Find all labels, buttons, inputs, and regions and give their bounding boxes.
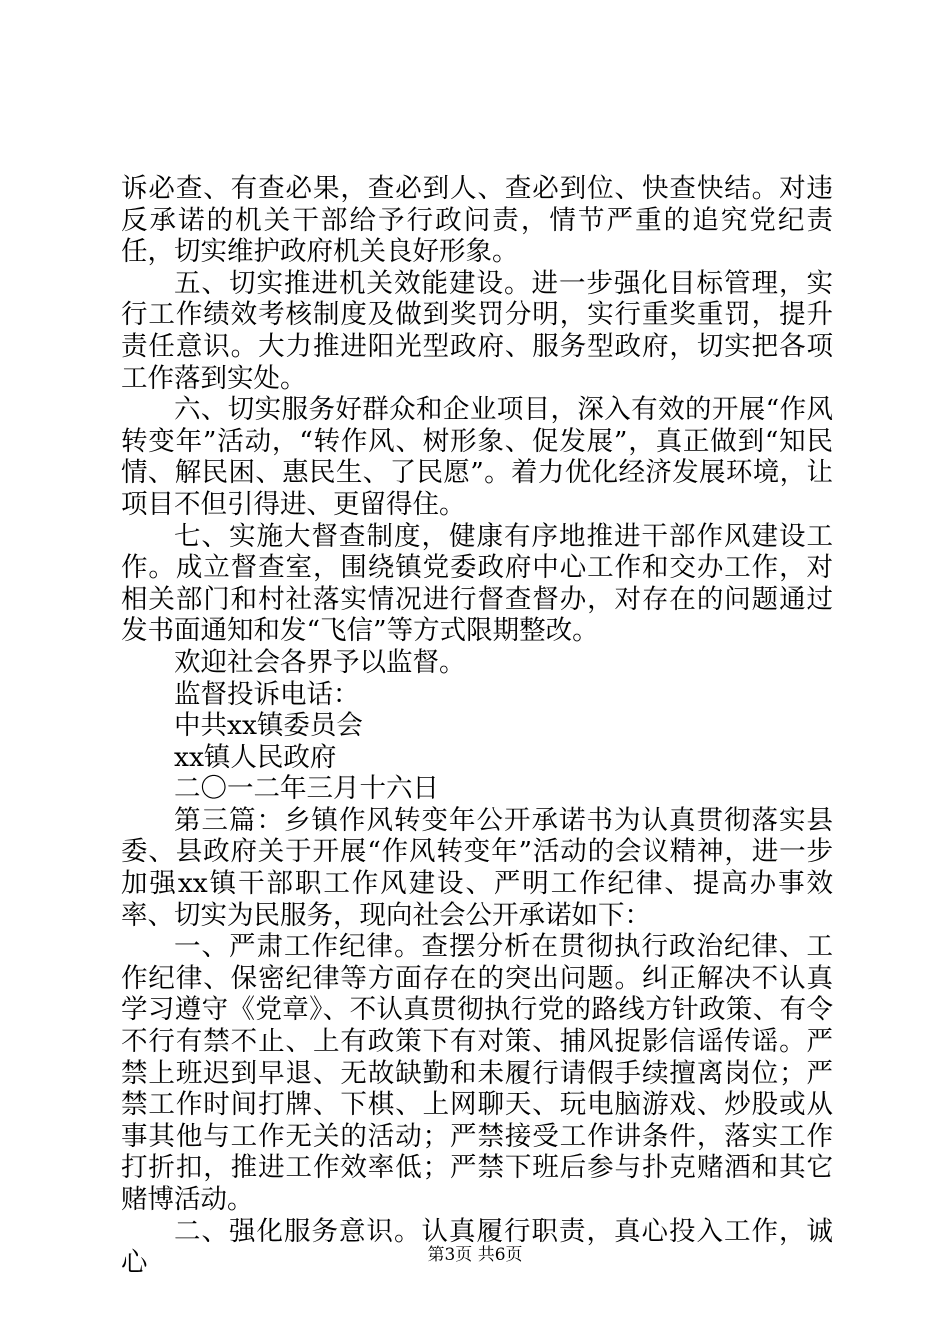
paragraph-item-5: 五、切实推进机关效能建设。进一步强化目标管理，实行工作绩效考核制度及做到奖罚分明，实行重奖重罚，提升责任意识。大力推进阳光型政府、服务型政府，切实把各项工作落到实处。	[121, 267, 833, 394]
paragraph-item-2: 二、强化服务意识。认真履行职责，真心投入工作，诚心	[121, 1215, 833, 1279]
paragraph-item-6: 六、切实服务好群众和企业项目，深入有效的开展“作风转变年”活动，“转作风、树形象、促发展”，真正做到“知民情、解民困、惠民生、了民愿”。着力优化经济发展环境，让项目不但引得进、更留得住。	[121, 394, 833, 520]
signature-government: xx镇人民政府	[174, 741, 337, 773]
paragraph-item-1: 一、严肃工作纪律。查摆分析在贯彻执行政治纪律、工作纪律、保密纪律等方面存在的突出问题。纠正解决不认真学习遵守《党章》、不认真贯彻执行党的路线方针政策、有令不行有禁不止、上有政策下有对策、捕风捉影信谣传谣。严禁上班迟到早退、无故缺勤和未履行请假手续擅离岗位；严禁工作时间打牌、下棋、上网聊天、玩电脑游戏、炒股或从事其他与工作无关的活动；严禁接受工作讲条件，落实工作打折扣，推进工作效率低；严禁下班后参与扑克赌酒和其它赌博活动。	[121, 931, 833, 1215]
document-body	[121, 173, 833, 1279]
page-number: 第3页 共6页	[427, 1245, 523, 1265]
paragraph-welcome: 欢迎社会各界予以监督。	[174, 646, 466, 678]
signature-date: 二〇一二年三月十六日	[174, 773, 439, 805]
signature-party-committee: 中共xx镇委员会	[174, 710, 363, 742]
paragraph-continued: 诉必查、有查必果，查必到人、查必到位、快查快结。对违反承诺的机关干部给予行政问责，情节严重的追究党纪责任，切实维护政府机关良好形象。	[121, 173, 833, 268]
paragraph-phone: 监督投诉电话：	[174, 678, 360, 710]
paragraph-item-7: 七、实施大督查制度，健康有序地推进干部作风建设工作。成立督查室，围绕镇党委政府中心工作和交办工作，对相关部门和村社落实情况进行督查督办，对存在的问题通过发书面通知和发“飞信”等方式限期整改。	[121, 520, 833, 647]
paragraph-section-three: 第三篇：乡镇作风转变年公开承诺书为认真贯彻落实县委、县政府关于开展“作风转变年”活动的会议精神，进一步加强xx镇干部职工作风建设、严明工作纪律、提高办事效率、切实为民服务，现向社会公开承诺如下：	[121, 804, 833, 931]
